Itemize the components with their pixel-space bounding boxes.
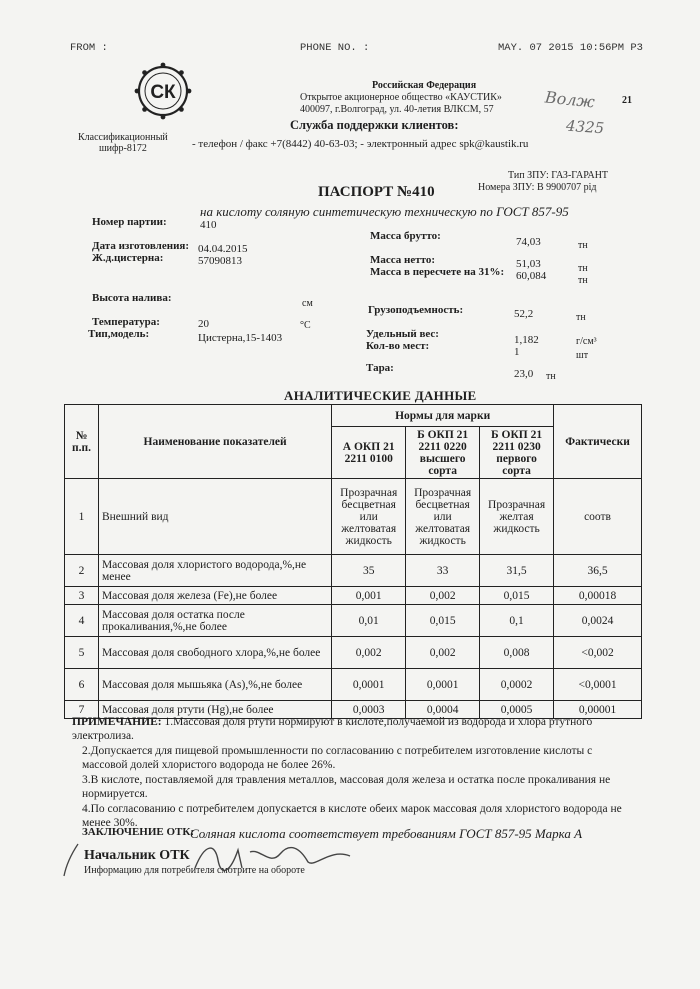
analytics-table xyxy=(64,404,642,719)
gross-label: Масса брутто: xyxy=(370,230,441,242)
density-label: Удельный вес: xyxy=(366,328,439,340)
capacity-unit: тн xyxy=(576,312,586,323)
row-fact: <0,0001 xyxy=(554,669,642,701)
row-a: 0,01 xyxy=(332,605,406,637)
row-b1: 0,0001 xyxy=(406,669,480,701)
table-row xyxy=(65,605,642,637)
row-num: 5 xyxy=(65,637,99,669)
company-address: 400097, г.Волгоград, ул. 40-летия ВЛКСМ, 57 xyxy=(300,104,494,115)
tare-value: 23,0 xyxy=(514,368,534,380)
table-header-row xyxy=(65,405,642,427)
table-row xyxy=(65,669,642,701)
density-value: 1,182 xyxy=(514,334,539,346)
row-b1: 33 xyxy=(406,555,480,587)
row-num: 2 xyxy=(65,555,99,587)
passport-subtitle: на кислоту соляную синтетическую техническую по ГОСТ 857-95 xyxy=(200,204,569,219)
conclusion-text: Соляная кислота соответствует требованиям ГОСТ 857-95 Марка А xyxy=(190,826,583,841)
row-fact: соотв xyxy=(554,479,642,555)
note-1: ПРИМЕЧАНИЕ: 1.Массовая доля ртути нормируют в кислоте,получаемой из водорода и хлора ртутного электролиза. xyxy=(72,716,593,742)
row-fact: 0,0024 xyxy=(554,605,642,637)
row-name: Массовая доля остатка после прокаливания,%,не более xyxy=(98,605,331,637)
row-fact: 0,00001 xyxy=(554,701,642,719)
row-num: 7 xyxy=(65,701,99,719)
margin-mark xyxy=(60,842,90,878)
row-name: Внешний вид xyxy=(98,479,331,555)
row-b2: 0,008 xyxy=(480,637,554,669)
row-name: Массовая доля железа (Fe),не более xyxy=(98,587,331,605)
company-name: Открытое акционерное общество «КАУСТИК» xyxy=(300,92,502,103)
row-b2: 0,1 xyxy=(480,605,554,637)
col-norms-header: Нормы для марки xyxy=(332,405,554,427)
tank-label: Ж.д.цистерна: xyxy=(92,252,164,264)
row-num: 4 xyxy=(65,605,99,637)
col-name-header: Наименование показателей xyxy=(98,405,331,479)
row-name: Массовая доля свободного хлора,%,не более xyxy=(98,637,331,669)
row-b2: 0,0005 xyxy=(480,701,554,719)
chief-info: Информацию для потребителя смотрите на обороте xyxy=(84,865,305,876)
row-a: 0,002 xyxy=(332,637,406,669)
temp-value: 20 xyxy=(198,318,209,330)
row-b1: 0,015 xyxy=(406,605,480,637)
zpu-type: Тип ЗПУ: ГАЗ-ГАРАНТ xyxy=(508,170,609,181)
col-b2-header: Б ОКП 21 2211 0230 первого сорта xyxy=(480,427,554,479)
row-a: 35 xyxy=(332,555,406,587)
temp-label: Температура: xyxy=(92,316,160,328)
fax-date: MAY. 07 2015 10:56PM P3 xyxy=(498,42,643,54)
mass31-unit: тн xyxy=(578,275,588,286)
row-name: Массовая доля хлористого водорода,%,не менее xyxy=(98,555,331,587)
row-num: 3 xyxy=(65,587,99,605)
row-b2: Прозрачная желтая жидкость xyxy=(480,479,554,555)
date-value: 04.04.2015 xyxy=(198,243,248,255)
support-contacts: - телефон / факс +7(8442) 40-63-03; - электронный адрес spk@kaustik.ru xyxy=(192,138,529,150)
fill-height-label: Высота налива: xyxy=(92,292,172,304)
unit-deg: °С xyxy=(300,320,311,331)
col-num-header: № п.п. xyxy=(65,405,99,479)
mass31-value: 60,084 xyxy=(516,270,547,282)
row-num: 1 xyxy=(65,479,99,555)
model-label: Тип,модель: xyxy=(88,328,150,340)
date-label: Дата изготовления: xyxy=(92,240,190,252)
net-unit: тн xyxy=(578,263,588,274)
fax-from: FROM : xyxy=(70,42,108,54)
notes-block xyxy=(72,715,632,831)
row-b1: Прозрачная бесцветная или желтоватая жидкость xyxy=(406,479,480,555)
places-unit: шт xyxy=(576,350,589,361)
col-fact-header: Фактически xyxy=(554,405,642,479)
unit-cm: см xyxy=(302,298,313,309)
row-b1: 0,0004 xyxy=(406,701,480,719)
row-name: Массовая доля мышьяка (As),%,не более xyxy=(98,669,331,701)
row-b2: 0,0002 xyxy=(480,669,554,701)
handwritten-code: 4325 xyxy=(565,116,605,138)
tank-value: 57090813 xyxy=(198,255,242,267)
row-a: Прозрачная бесцветная или желтоватая жидкость xyxy=(332,479,406,555)
note-2: 2.Допускается для пищевой промышленности по согласованию с потребителем изготовление кислоты с массовой долей хлористого водорода не более 26%. xyxy=(82,745,593,771)
row-b2: 31,5 xyxy=(480,555,554,587)
row-fact: 0,00018 xyxy=(554,587,642,605)
table-row xyxy=(65,637,642,669)
row-num: 6 xyxy=(65,669,99,701)
classifier-code: Классификационный шифр-8172 xyxy=(78,132,168,154)
net-label: Масса нетто: xyxy=(370,254,436,266)
places-label: Кол-во мест: xyxy=(366,340,430,352)
support-title: Служба поддержки клиентов: xyxy=(290,118,459,132)
gross-value: 74,03 xyxy=(516,236,541,248)
tare-label: Тара: xyxy=(366,362,394,374)
table-row xyxy=(65,555,642,587)
row-a: 0,0001 xyxy=(332,669,406,701)
density-unit: г/см³ xyxy=(576,336,597,347)
company-country: Российская Федерация xyxy=(372,80,477,91)
tare-unit: тн xyxy=(546,371,556,382)
table-row xyxy=(65,587,642,605)
handwritten-note: Волж xyxy=(544,87,596,112)
note-4: 4.По согласованию с потребителем допускается в кислоте обеих марок массовая доля хлористого водорода не менее 30%. xyxy=(82,803,622,829)
table-row xyxy=(65,479,642,555)
capacity-label: Грузоподъемность: xyxy=(368,304,464,316)
signature xyxy=(190,838,360,878)
row-a: 0,001 xyxy=(332,587,406,605)
model-value: Цистерна,15-1403 xyxy=(198,332,283,344)
analytics-title: АНАЛИТИЧЕСКИЕ ДАННЫЕ xyxy=(284,388,477,403)
row-fact: 36,5 xyxy=(554,555,642,587)
conclusion-label: ЗАКЛЮЧЕНИЕ ОТК: xyxy=(82,826,195,838)
row-name: Массовая доля ртути (Hg),не более xyxy=(98,701,331,719)
col-b1-header: Б ОКП 21 2211 0220 высшего сорта xyxy=(406,427,480,479)
fax-phone: PHONE NO. : xyxy=(300,42,370,54)
logo-letters: СК xyxy=(150,82,176,103)
batch-label: Номер партии: xyxy=(92,216,167,228)
note-3: 3.В кислоте, поставляемой для травления металлов, массовая доля железа и остатка после прокаливания не нормируется. xyxy=(82,774,611,800)
row-b1: 0,002 xyxy=(406,587,480,605)
places-value: 1 xyxy=(514,346,520,358)
row-b2: 0,015 xyxy=(480,587,554,605)
chief-label: Начальник ОТК xyxy=(84,848,190,863)
row-b1: 0,002 xyxy=(406,637,480,669)
gross-unit: тн xyxy=(578,240,588,251)
col-a-header: А ОКП 21 2211 0100 xyxy=(332,427,406,479)
zpu-numbers: Номера ЗПУ: В 9900707 рiд xyxy=(478,182,597,193)
batch-value: 410 xyxy=(200,219,217,231)
row-a: 0,0003 xyxy=(332,701,406,719)
net-value: 51,03 xyxy=(516,258,541,270)
handwritten-num: 21 xyxy=(622,95,632,106)
company-logo xyxy=(132,60,194,122)
row-fact: <0,002 xyxy=(554,637,642,669)
passport-title: ПАСПОРТ №410 xyxy=(318,184,435,200)
capacity-value: 52,2 xyxy=(514,308,534,320)
mass31-label: Масса в пересчете на 31%: xyxy=(370,266,505,278)
